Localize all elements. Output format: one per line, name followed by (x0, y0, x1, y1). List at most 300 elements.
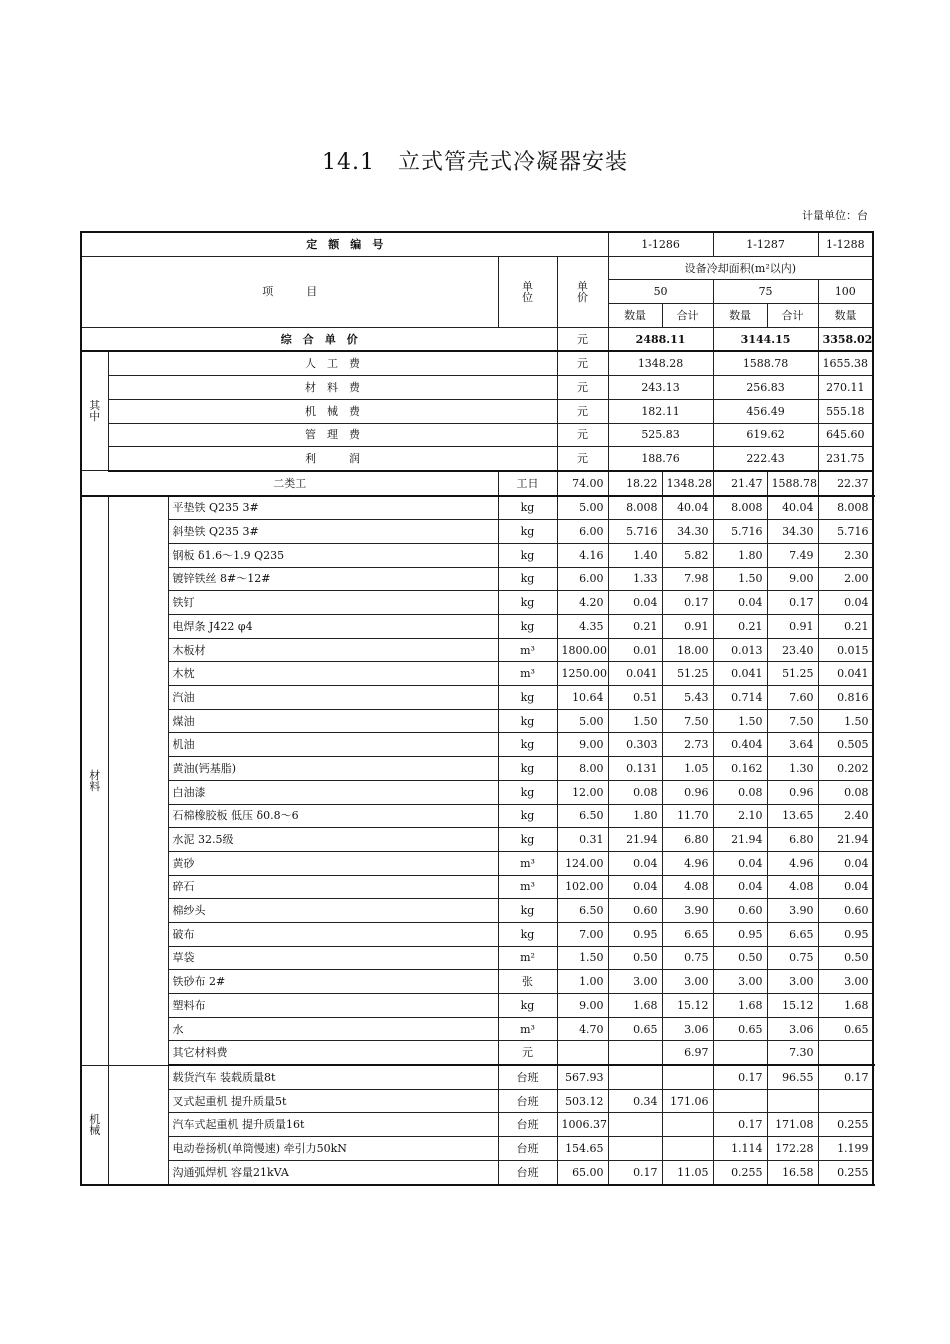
cost-value: 525.83 (608, 423, 713, 447)
material-row-cell: 15.12 (767, 994, 818, 1018)
material-row-price: 1.50 (557, 946, 608, 970)
material-row (81, 615, 873, 639)
machinery-row-cell (608, 1113, 662, 1137)
material-row-price: 6.50 (557, 899, 608, 923)
materials-label: 材 料 (81, 496, 108, 1066)
material-row-cell: 7.49 (767, 543, 818, 567)
material-row-cell: 0.60 (818, 899, 873, 923)
material-row-cell: 0.17 (767, 591, 818, 615)
material-row-cell: 0.04 (608, 591, 662, 615)
material-row-cell: 51.25 (662, 662, 713, 686)
material-row-cell: 1.68 (713, 994, 767, 1018)
machinery-row-cell: 0.34 (608, 1089, 662, 1113)
material-row-cell: 0.21 (818, 615, 873, 639)
material-row-name: 煤油 (168, 709, 498, 733)
material-row-name: 棉纱头 (168, 899, 498, 923)
material-row-cell: 1.68 (608, 994, 662, 1018)
machinery-row-price: 65.00 (557, 1160, 608, 1184)
cost-value: 188.76 (608, 447, 713, 471)
material-row-cell: 0.015 (818, 638, 873, 662)
material-row-cell: 0.95 (608, 922, 662, 946)
material-row-cell: 3.00 (713, 970, 767, 994)
material-row (81, 567, 873, 591)
material-row-price: 1250.00 (557, 662, 608, 686)
material-row-cell: 0.17 (662, 591, 713, 615)
machinery-row-cell: 172.28 (767, 1137, 818, 1161)
material-row-unit: kg (498, 922, 557, 946)
material-row-cell: 2.00 (818, 567, 873, 591)
material-row-cell: 0.75 (662, 946, 713, 970)
material-row-cell: 0.65 (713, 1017, 767, 1041)
material-row-cell: 0.04 (818, 591, 873, 615)
material-row-cell: 3.00 (662, 970, 713, 994)
machinery-row-cell (662, 1065, 713, 1089)
material-row-cell: 3.06 (767, 1017, 818, 1041)
material-row-cell (608, 1041, 662, 1065)
machinery-row-cell: 0.255 (818, 1160, 873, 1184)
cost-row (81, 351, 873, 375)
material-row-cell: 3.00 (608, 970, 662, 994)
material-row-unit: 元 (498, 1041, 557, 1065)
material-row-cell: 6.65 (662, 922, 713, 946)
material-row-cell: 3.00 (767, 970, 818, 994)
material-row-price: 10.64 (557, 686, 608, 710)
material-row-name: 其它材料费 (168, 1041, 498, 1065)
machinery-row-cell: 1.114 (713, 1137, 767, 1161)
material-row-cell: 0.04 (608, 851, 662, 875)
material-row-cell: 5.716 (608, 520, 662, 544)
material-row-cell: 6.80 (662, 828, 713, 852)
material-row-unit: kg (498, 709, 557, 733)
material-row-price: 12.00 (557, 780, 608, 804)
machinery-label: 机 械 (81, 1065, 108, 1184)
machinery-row-cell: 1.199 (818, 1137, 873, 1161)
labor-cell: 18.22 (608, 471, 662, 496)
material-row-cell: 0.75 (767, 946, 818, 970)
material-row-cell: 0.041 (713, 662, 767, 686)
machinery-row-cell: 171.08 (767, 1113, 818, 1137)
machinery-row-cell: 0.255 (713, 1160, 767, 1184)
material-row-unit: kg (498, 994, 557, 1018)
material-row-cell: 0.60 (713, 899, 767, 923)
material-row (81, 520, 873, 544)
material-row-unit: m² (498, 946, 557, 970)
material-row-cell: 21.94 (818, 828, 873, 852)
material-row-cell: 0.505 (818, 733, 873, 757)
material-row-name: 草袋 (168, 946, 498, 970)
material-row-cell: 0.131 (608, 757, 662, 781)
material-row-cell: 0.95 (713, 922, 767, 946)
item-label: 项 目 (81, 256, 498, 327)
material-row-name: 钢板 δ1.6～1.9 Q235 (168, 543, 498, 567)
cost-unit: 元 (557, 351, 608, 375)
machinery-row (81, 1065, 873, 1089)
blank-column (108, 496, 168, 1066)
summary-unit: 元 (557, 327, 608, 351)
material-row (81, 733, 873, 757)
blank-column (108, 1065, 168, 1184)
material-row-cell: 3.90 (662, 899, 713, 923)
machinery-row-cell: 11.05 (662, 1160, 713, 1184)
machinery-row-name: 汽车式起重机 提升质量16t (168, 1113, 498, 1137)
material-row-cell: 8.008 (818, 496, 873, 520)
material-row-cell: 0.96 (767, 780, 818, 804)
material-row-name: 木枕 (168, 662, 498, 686)
material-row-name: 斜垫铁 Q235 3# (168, 520, 498, 544)
cost-name: 管 理 费 (108, 423, 557, 447)
material-row-unit: m³ (498, 875, 557, 899)
material-row-cell: 0.013 (713, 638, 767, 662)
material-row-unit: m³ (498, 1017, 557, 1041)
material-row-cell: 0.50 (608, 946, 662, 970)
material-row-cell: 3.06 (662, 1017, 713, 1041)
material-row-cell: 0.21 (713, 615, 767, 639)
material-row-price: 4.16 (557, 543, 608, 567)
material-row-name: 黄砂 (168, 851, 498, 875)
material-row-unit: kg (498, 828, 557, 852)
material-row-cell: 0.65 (608, 1017, 662, 1041)
machinery-row-cell: 0.17 (713, 1113, 767, 1137)
material-row-cell: 34.30 (767, 520, 818, 544)
summary-value-1: 2488.11 (608, 327, 713, 351)
material-row-cell: 5.43 (662, 686, 713, 710)
qty-label: 数量 (713, 304, 767, 328)
material-row-cell: 0.08 (818, 780, 873, 804)
material-row (81, 591, 873, 615)
material-row (81, 804, 873, 828)
material-row-name: 木板材 (168, 638, 498, 662)
material-row-cell: 0.04 (713, 591, 767, 615)
material-row (81, 1041, 873, 1065)
quota-code-row (81, 232, 873, 256)
cost-value: 645.60 (818, 423, 873, 447)
material-row (81, 496, 873, 520)
material-row-price: 6.50 (557, 804, 608, 828)
material-row-cell: 1.33 (608, 567, 662, 591)
material-row-cell: 1.50 (608, 709, 662, 733)
machinery-row-unit: 台班 (498, 1089, 557, 1113)
material-row-name: 水 (168, 1017, 498, 1041)
material-row-name: 电焊条 J422 φ4 (168, 615, 498, 639)
material-row-name: 铁钉 (168, 591, 498, 615)
machinery-row-cell (662, 1113, 713, 1137)
material-row-cell: 21.94 (713, 828, 767, 852)
material-row-cell: 13.65 (767, 804, 818, 828)
cost-unit: 元 (557, 447, 608, 471)
material-row-name: 机油 (168, 733, 498, 757)
cost-value: 182.11 (608, 399, 713, 423)
material-row-unit: kg (498, 780, 557, 804)
material-row-cell: 1.68 (818, 994, 873, 1018)
cost-value: 256.83 (713, 376, 818, 400)
cost-value: 1348.28 (608, 351, 713, 375)
machinery-row-price: 567.93 (557, 1065, 608, 1089)
material-row-price: 9.00 (557, 733, 608, 757)
cost-value: 243.13 (608, 376, 713, 400)
material-row-cell: 0.08 (608, 780, 662, 804)
material-row-unit: kg (498, 757, 557, 781)
material-row-price: 6.00 (557, 567, 608, 591)
machinery-row-name: 载货汽车 装载质量8t (168, 1065, 498, 1089)
material-row-unit: kg (498, 543, 557, 567)
material-row-unit: kg (498, 733, 557, 757)
material-row-cell: 1.50 (713, 567, 767, 591)
machinery-row-cell: 0.17 (818, 1065, 873, 1089)
material-row-cell: 0.041 (818, 662, 873, 686)
material-row-price: 4.35 (557, 615, 608, 639)
cost-value: 222.43 (713, 447, 818, 471)
labor-cell: 1348.28 (662, 471, 713, 496)
material-row-cell: 1.80 (608, 804, 662, 828)
quota-code-2: 1-1287 (713, 232, 818, 256)
material-row-cell: 15.12 (662, 994, 713, 1018)
material-row-cell: 0.51 (608, 686, 662, 710)
cost-unit: 元 (557, 423, 608, 447)
material-row (81, 828, 873, 852)
material-row-cell: 0.91 (767, 615, 818, 639)
machinery-row-cell: 0.17 (608, 1160, 662, 1184)
material-row-cell: 1.05 (662, 757, 713, 781)
material-row-cell: 0.041 (608, 662, 662, 686)
material-row-price: 102.00 (557, 875, 608, 899)
material-row-cell: 0.96 (662, 780, 713, 804)
area-3: 100 (818, 280, 873, 304)
material-row-price (557, 1041, 608, 1065)
material-row-cell: 3.90 (767, 899, 818, 923)
material-row-cell: 0.50 (818, 946, 873, 970)
machinery-row-name: 叉式起重机 提升质量5t (168, 1089, 498, 1113)
summary-value-2: 3144.15 (713, 327, 818, 351)
material-row (81, 709, 873, 733)
material-row (81, 662, 873, 686)
material-row-cell: 1.50 (713, 709, 767, 733)
material-row-cell: 0.303 (608, 733, 662, 757)
qty-label: 数量 (608, 304, 662, 328)
material-row-name: 塑料布 (168, 994, 498, 1018)
material-row-name: 白油漆 (168, 780, 498, 804)
quota-code-1: 1-1286 (608, 232, 713, 256)
material-row-cell: 34.30 (662, 520, 713, 544)
sum-label: 合计 (662, 304, 713, 328)
material-row-cell: 7.60 (767, 686, 818, 710)
material-row-unit: kg (498, 804, 557, 828)
material-row (81, 638, 873, 662)
machinery-row-cell: 96.55 (767, 1065, 818, 1089)
cost-value: 619.62 (713, 423, 818, 447)
cost-row (81, 423, 873, 447)
labor-cell: 21.47 (713, 471, 767, 496)
material-row-cell: 0.91 (662, 615, 713, 639)
summary-value-3: 3358.02 (818, 327, 873, 351)
material-row-cell: 0.95 (818, 922, 873, 946)
material-row-price: 4.70 (557, 1017, 608, 1041)
machinery-row (81, 1113, 873, 1137)
material-row-unit: kg (498, 591, 557, 615)
summary-label: 综 合 单 价 (81, 327, 557, 351)
material-row-price: 1800.00 (557, 638, 608, 662)
machinery-row-unit: 台班 (498, 1065, 557, 1089)
material-row-cell: 2.73 (662, 733, 713, 757)
machinery-row-cell: 16.58 (767, 1160, 818, 1184)
material-row (81, 780, 873, 804)
material-row (81, 1017, 873, 1041)
material-row-name: 石棉橡胶板 低压 δ0.8～6 (168, 804, 498, 828)
material-row-unit: kg (498, 615, 557, 639)
material-row-name: 平垫铁 Q235 3# (168, 496, 498, 520)
machinery-row-cell (608, 1065, 662, 1089)
material-row-unit: m³ (498, 638, 557, 662)
cost-value: 270.11 (818, 376, 873, 400)
cost-value: 231.75 (818, 447, 873, 471)
cost-name: 材 料 费 (108, 376, 557, 400)
material-row-cell: 5.716 (818, 520, 873, 544)
material-row-price: 1.00 (557, 970, 608, 994)
material-row-cell: 6.80 (767, 828, 818, 852)
machinery-row (81, 1089, 873, 1113)
material-row-cell: 1.30 (767, 757, 818, 781)
material-row-cell (818, 1041, 873, 1065)
material-row-price: 9.00 (557, 994, 608, 1018)
machinery-row-price: 1006.37 (557, 1113, 608, 1137)
cost-row (81, 399, 873, 423)
material-row-cell: 8.008 (713, 496, 767, 520)
material-row-unit: kg (498, 567, 557, 591)
machinery-row-unit: 台班 (498, 1113, 557, 1137)
unit-note: 计量单位：台 (802, 209, 868, 222)
material-row-unit: m³ (498, 851, 557, 875)
material-row-cell: 0.04 (608, 875, 662, 899)
material-row-cell: 7.30 (767, 1041, 818, 1065)
material-row-cell: 0.04 (713, 875, 767, 899)
machinery-row-name: 沟通弧焊机 容量21kVA (168, 1160, 498, 1184)
material-row-price: 7.00 (557, 922, 608, 946)
material-row (81, 875, 873, 899)
quota-code-3: 1-1288 (818, 232, 873, 256)
material-row-cell: 3.64 (767, 733, 818, 757)
quota-table (80, 231, 874, 1186)
material-row-cell: 18.00 (662, 638, 713, 662)
cost-unit: 元 (557, 399, 608, 423)
material-row-price: 4.20 (557, 591, 608, 615)
unit-label: 单 位 (498, 256, 557, 327)
material-row-price: 8.00 (557, 757, 608, 781)
area-1: 50 (608, 280, 713, 304)
material-row-name: 碎石 (168, 875, 498, 899)
material-row-cell: 9.00 (767, 567, 818, 591)
material-row-cell: 5.716 (713, 520, 767, 544)
cost-unit: 元 (557, 376, 608, 400)
machinery-row-cell (767, 1089, 818, 1113)
qty-label: 数量 (818, 304, 873, 328)
material-row-cell: 0.04 (818, 851, 873, 875)
material-row-name: 镀锌铁丝 8#～12# (168, 567, 498, 591)
material-row-cell: 0.04 (818, 875, 873, 899)
cost-name: 机 械 费 (108, 399, 557, 423)
material-row (81, 994, 873, 1018)
machinery-row-cell: 0.255 (818, 1113, 873, 1137)
material-row-cell: 7.50 (662, 709, 713, 733)
material-row-cell: 51.25 (767, 662, 818, 686)
sum-label: 合计 (767, 304, 818, 328)
material-row-unit: 张 (498, 970, 557, 994)
cost-value: 1588.78 (713, 351, 818, 375)
material-row-cell: 2.30 (818, 543, 873, 567)
material-row (81, 970, 873, 994)
material-row-cell: 0.816 (818, 686, 873, 710)
quota-code-label: 定 额 编 号 (81, 232, 608, 256)
material-row-cell: 4.96 (662, 851, 713, 875)
machinery-row-cell (608, 1137, 662, 1161)
material-row-cell: 11.70 (662, 804, 713, 828)
material-row-unit: kg (498, 899, 557, 923)
material-row-cell: 4.96 (767, 851, 818, 875)
machinery-row (81, 1137, 873, 1161)
material-row (81, 757, 873, 781)
material-row-cell: 0.50 (713, 946, 767, 970)
price-label: 单 价 (557, 256, 608, 327)
machinery-row-cell: 171.06 (662, 1089, 713, 1113)
material-row-name: 铁砂布 2# (168, 970, 498, 994)
material-row (81, 851, 873, 875)
material-row-cell: 0.21 (608, 615, 662, 639)
material-row-price: 5.00 (557, 496, 608, 520)
material-row-cell: 40.04 (662, 496, 713, 520)
summary-row (81, 327, 873, 351)
material-row-cell: 4.08 (767, 875, 818, 899)
labor-row (81, 471, 873, 496)
cost-name: 人 工 费 (108, 351, 557, 375)
machinery-row-unit: 台班 (498, 1160, 557, 1184)
material-row-cell: 4.08 (662, 875, 713, 899)
material-row-cell: 0.04 (713, 851, 767, 875)
material-row-cell: 1.50 (818, 709, 873, 733)
material-row-price: 5.00 (557, 709, 608, 733)
material-row-name: 水泥 32.5级 (168, 828, 498, 852)
cost-value: 456.49 (713, 399, 818, 423)
machinery-row-price: 503.12 (557, 1089, 608, 1113)
material-row-price: 6.00 (557, 520, 608, 544)
material-row-cell: 0.404 (713, 733, 767, 757)
material-row-cell: 23.40 (767, 638, 818, 662)
material-row-cell: 0.65 (818, 1017, 873, 1041)
material-row-price: 124.00 (557, 851, 608, 875)
material-row-price: 0.31 (557, 828, 608, 852)
material-row-name: 黄油(钙基脂) (168, 757, 498, 781)
of-which-label: 其 中 (81, 351, 108, 470)
material-row-cell: 5.82 (662, 543, 713, 567)
machinery-row-name: 电动卷扬机(单筒慢速) 牵引力50kN (168, 1137, 498, 1161)
material-row (81, 543, 873, 567)
material-row-cell: 7.98 (662, 567, 713, 591)
material-row-cell: 0.714 (713, 686, 767, 710)
material-row (81, 899, 873, 923)
machinery-row-price: 154.65 (557, 1137, 608, 1161)
machinery-row (81, 1160, 873, 1184)
machinery-row-unit: 台班 (498, 1137, 557, 1161)
material-row-unit: m³ (498, 662, 557, 686)
material-row-cell: 8.008 (608, 496, 662, 520)
material-row-cell: 3.00 (818, 970, 873, 994)
machinery-row-cell (713, 1089, 767, 1113)
labor-cell: 1588.78 (767, 471, 818, 496)
header-row-1 (81, 256, 873, 280)
labor-price: 74.00 (557, 471, 608, 496)
material-row-cell: 0.60 (608, 899, 662, 923)
material-row-cell: 1.40 (608, 543, 662, 567)
machinery-row-cell (662, 1137, 713, 1161)
material-row (81, 922, 873, 946)
material-row-cell: 0.01 (608, 638, 662, 662)
